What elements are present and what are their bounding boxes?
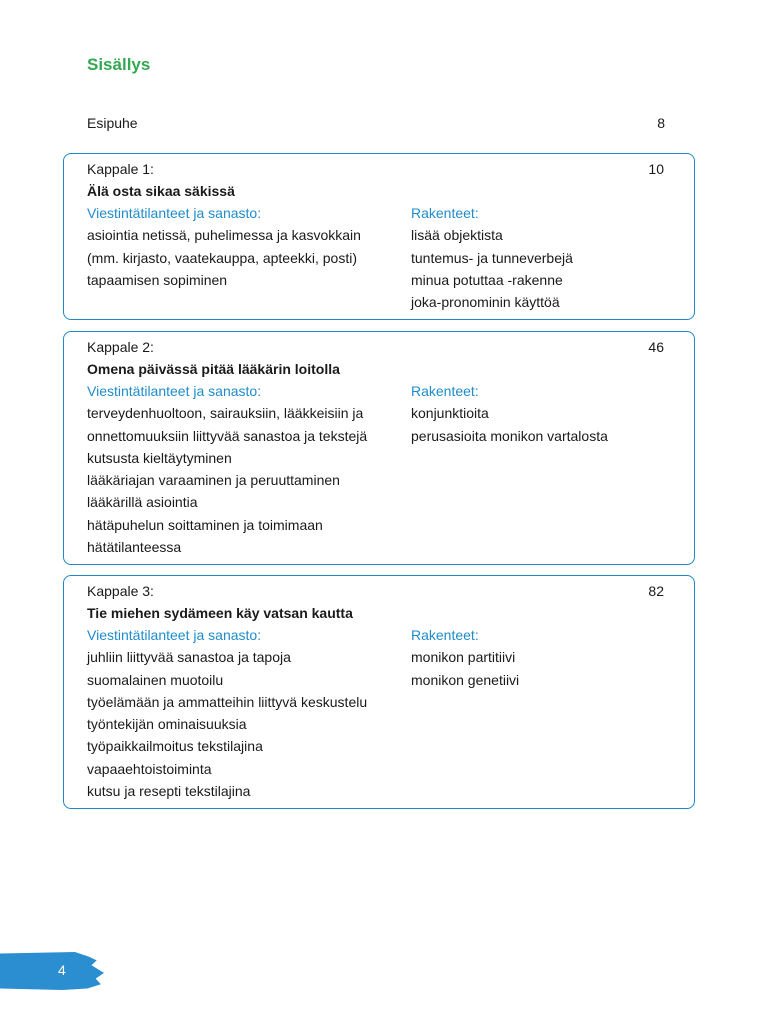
list-item: monikon genetiivi [411, 671, 520, 688]
list-item: onnettomuuksiin liittyvää sanastoa ja tekstejä [87, 427, 368, 444]
chapter-page: 46 [648, 339, 664, 355]
list-item: tuntemus- ja tunneverbejä [411, 249, 573, 266]
list-item: työelämään ja ammatteihin liittyvä keskustelu [87, 693, 368, 710]
chapter-heading: Kappale 1: [87, 161, 154, 177]
toc-entry-preface[interactable] [87, 114, 665, 132]
toc-entry-label: Esipuhe [87, 115, 138, 131]
list-item: terveydenhuoltoon, sairauksiin, lääkkeisiin ja [87, 405, 364, 422]
structures-heading: Rakenteet: [411, 627, 479, 643]
toc-entry-page: 8 [657, 115, 665, 131]
list-item: hätäpuhelun soittaminen ja toimimaan [87, 516, 323, 533]
structures-column [411, 380, 664, 558]
chapter-title: Omena päivässä pitää lääkärin loitolla [87, 361, 340, 377]
communication-heading: Viestintätilanteet ja sanasto: [87, 205, 262, 221]
list-item: lääkärillä asiointia [87, 494, 198, 511]
chapter-page: 82 [648, 583, 664, 599]
list-item: perusasioita monikon vartalosta [411, 427, 608, 444]
structures-heading: Rakenteet: [411, 205, 479, 221]
list-item: joka-pronominin käyttöä [411, 294, 560, 311]
structures-column [411, 202, 664, 313]
communication-heading: Viestintätilanteet ja sanasto: [87, 627, 262, 643]
list-item: asiointia netissä, puhelimessa ja kasvokkain [87, 227, 361, 244]
chapter-1-box[interactable] [63, 153, 695, 320]
list-item: työntekijän ominaisuuksia [87, 716, 247, 733]
list-item: vapaaehtoistoiminta [87, 760, 212, 777]
list-item: suomalainen muotoilu [87, 671, 224, 688]
chapter-title: Tie miehen sydämeen käy vatsan kautta [87, 605, 353, 621]
chapter-3-box[interactable] [63, 575, 695, 809]
chapter-heading: Kappale 3: [87, 583, 154, 599]
list-item: hätätilanteessa [87, 539, 182, 556]
communication-column [87, 624, 411, 802]
structures-heading: Rakenteet: [411, 383, 479, 399]
list-item: kutsusta kieltäytyminen [87, 449, 232, 466]
chapter-2-box[interactable] [63, 331, 695, 565]
chapter-title: Älä osta sikaa säkissä [87, 183, 235, 199]
list-item: kutsu ja resepti tekstilajina [87, 783, 251, 800]
list-item: tapaamisen sopiminen [87, 271, 228, 288]
page-title: Sisällys [87, 55, 151, 74]
communication-column [87, 380, 411, 558]
list-item: konjunktioita [411, 405, 489, 422]
structures-column [411, 624, 664, 802]
list-item: juhliin liittyvää sanastoa ja tapoja [87, 649, 291, 666]
list-item: (mm. kirjasto, vaatekauppa, apteekki, posti) [87, 249, 358, 266]
communication-column [87, 202, 411, 313]
list-item: lisää objektista [411, 227, 503, 244]
list-item: monikon partitiivi [411, 649, 516, 666]
chapter-heading: Kappale 2: [87, 339, 154, 355]
page-number-tab [0, 952, 104, 990]
page-number: 4 [58, 962, 66, 978]
list-item: työpaikkailmoitus tekstilajina [87, 738, 263, 755]
communication-heading: Viestintätilanteet ja sanasto: [87, 383, 262, 399]
list-item: minua potuttaa -rakenne [411, 271, 563, 288]
list-item: lääkäriajan varaaminen ja peruuttaminen [87, 472, 340, 489]
chapter-page: 10 [648, 161, 664, 177]
